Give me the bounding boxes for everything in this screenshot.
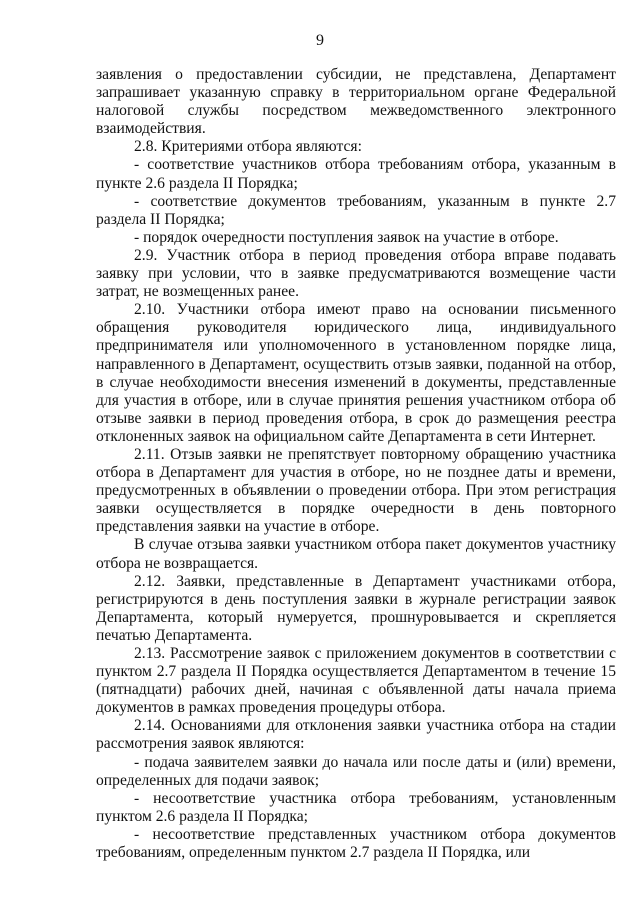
- paragraph-2-10: 2.10. Участники отбора имеют право на основании письменного обращения руководителя юридического лица, индивидуального предпринимателя или уполномоченного в установленном порядке лица, направленного в Департамент, осуществить отзыв заявки, поданной на отбор, в случае необходимости внесения изменений в документы, представленные для участия в отборе, или в случае принятия решения участником отбора об отзыве заявки в период проведения отбора, в срок до размещения реестра отклоненных заявок на официальном сайте Департамента в сети Интернет.: [96, 301, 616, 445]
- paragraph-2-12: 2.12. Заявки, представленные в Департамент участниками отбора, регистрируются в день поступления заявки в журнале регистрации заявок Департамента, который нумеруется, прошнуровывается и скрепляется печатью Департамента.: [96, 572, 616, 644]
- list-item-rejection-1: - подача заявителем заявки до начала или после даты и (или) времени, определенных для подачи заявок;: [96, 753, 616, 789]
- paragraph-return-note: В случае отзыва заявки участником отбора пакет документов участнику отбора не возвращается.: [96, 536, 616, 572]
- document-body: [96, 66, 616, 862]
- list-item-criteria-3: - порядок очередности поступления заявок на участие в отборе.: [134, 228, 559, 246]
- paragraph-2-14: 2.14. Основаниями для отклонения заявки участника отбора на стадии рассмотрения заявок являются:: [96, 717, 616, 753]
- paragraph-2-13: 2.13. Рассмотрение заявок с приложением документов в соответствии с пунктом 2.7 раздела II Порядка осуществляется Департаментом в течение 15 (пятнадцати) рабочих дней, начиная с объявленной даты начала приема документов в рамках проведения процедуры отбора.: [96, 645, 616, 717]
- list-item-criteria-2: - соответствие документов требованиям, указанным в пункте 2.7 раздела II Порядка;: [96, 192, 616, 228]
- list-item-rejection-3: - несоответствие представленных участником отбора документов требованиям, определенным пунктом 2.7 раздела II Порядка, или: [96, 825, 616, 862]
- paragraph-continuation: заявления о предоставлении субсидии, не представлена, Департамент запрашивает указанную справку в территориальном органе Федеральной налоговой службы посредством межведомственного электронного взаимодействия.: [96, 66, 616, 138]
- paragraph-2-9: 2.9. Участник отбора в период проведения отбора вправе подавать заявку при условии, что в заявке предусматриваются возмещение части затрат, не возмещенных ранее.: [96, 246, 616, 301]
- list-item-criteria-1: - соответствие участников отбора требованиям отбора, указанным в пункте 2.6 раздела II Порядка;: [96, 156, 616, 192]
- page-number: 9: [316, 32, 324, 49]
- paragraph-2-11: 2.11. Отзыв заявки не препятствует повторному обращению участника отбора в Департамент для участия в отборе, но не позднее даты и времени, предусмотренных в объявлении о проведении отбора. При этом регистрация заявки осуществляется в порядке очередности в день повторного представления заявки на участие в отборе.: [96, 445, 616, 536]
- paragraph-2-8: 2.8. Критериями отбора являются:: [134, 138, 362, 156]
- list-item-rejection-2: - несоответствие участника отбора требованиям, установленным пунктом 2.6 раздела II Порядка;: [96, 789, 616, 825]
